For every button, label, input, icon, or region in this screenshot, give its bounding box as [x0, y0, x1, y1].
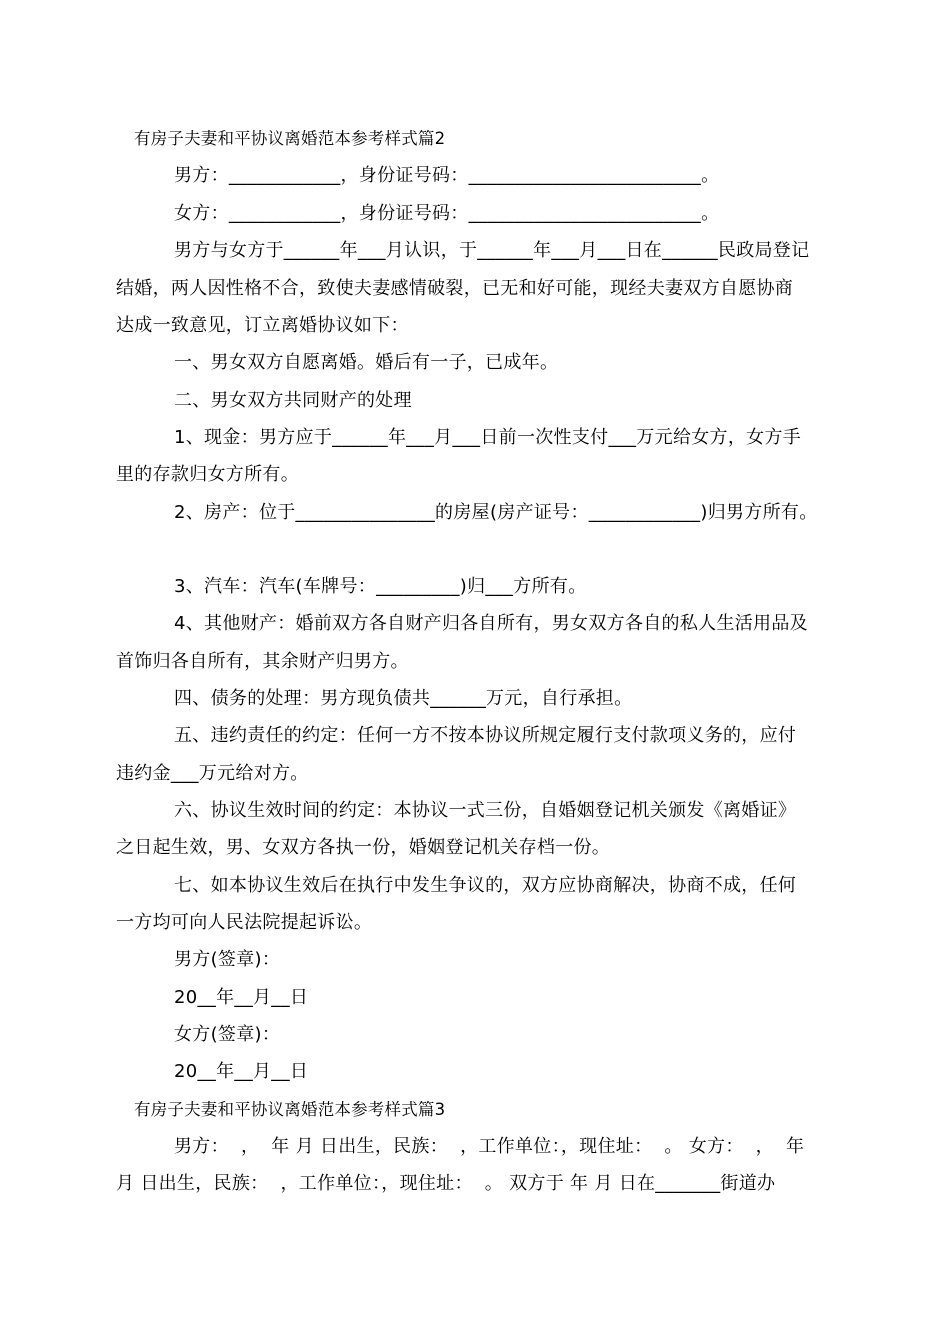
female-signature-date: 20__年__月__日 — [174, 1061, 309, 1082]
clause-line: 3、汽车：汽车(车牌号：_________)归___方所有。 — [174, 576, 587, 597]
clause-line: 五、违约责任的约定：任何一方不按本协议所规定履行支付款项义务的，应付 — [174, 725, 797, 746]
clause-line: 4、其他财产：婚前双方各自财产归各自所有，男女双方各自的私人生活用品及 — [174, 613, 808, 634]
clause-line: 一方均可向人民法院提起诉讼。 — [116, 912, 373, 933]
clause-line: 里的存款归女方所有。 — [116, 464, 299, 485]
paragraph-line: 月 日出生，民族： ，工作单位：，现住址： 。 双方于 年 月 日在_______街道办 — [116, 1173, 776, 1194]
paragraph-line: 男方与女方于______年___月认识，于______年___月___日在______民政局登记 — [174, 240, 810, 261]
male-party-line: 男方：____________，身份证号码：_________________________。 — [174, 165, 720, 186]
clause-line: 四、债务的处理：男方现负债共______万元，自行承担。 — [174, 688, 633, 709]
clause-line: 首饰归各自所有，其余财产归男方。 — [116, 651, 409, 672]
female-signature-label: 女方(签章)： — [174, 1024, 281, 1045]
section-heading-3: 有房子夫妻和平协议离婚范本参考样式篇3 — [134, 1100, 446, 1119]
section-heading-2: 有房子夫妻和平协议离婚范本参考样式篇2 — [134, 129, 446, 148]
paragraph-line: 结婚，两人因性格不合，致使夫妻感情破裂，已无和好可能，现经夫妻双方自愿协商 — [116, 278, 794, 299]
female-party-line: 女方：____________，身份证号码：_________________________。 — [174, 203, 720, 224]
paragraph-line: 男方： ， 年 月 日出生，民族： ，工作单位：，现住址： 。 女方： ， 年 — [174, 1136, 805, 1157]
paragraph-line: 达成一致意见，订立离婚协议如下： — [116, 315, 409, 336]
clause-line: 违约金___万元给对方。 — [116, 763, 309, 784]
clause-line: 2、房产：位于_______________的房屋(房产证号：____________)归男方所有。 — [174, 502, 818, 523]
clause-line: 七、如本协议生效后在执行中发生争议的，双方应协商解决，协商不成，任何 — [174, 875, 797, 896]
clause-line: 1、现金：男方应于______年___月___日前一次性支付___万元给女方，女方手 — [174, 427, 802, 448]
male-signature-date: 20__年__月__日 — [174, 987, 309, 1008]
clause-line: 二、男女双方共同财产的处理 — [174, 390, 412, 411]
clause-line: 一、男女双方自愿离婚。婚后有一子，已成年。 — [174, 352, 559, 373]
clause-line: 六、协议生效时间的约定：本协议一式三份，自婚姻登记机关颁发《离婚证》 — [174, 800, 797, 821]
clause-line: 之日起生效，男、女双方各执一份，婚姻登记机关存档一份。 — [116, 837, 611, 858]
male-signature-label: 男方(签章)： — [174, 949, 281, 970]
